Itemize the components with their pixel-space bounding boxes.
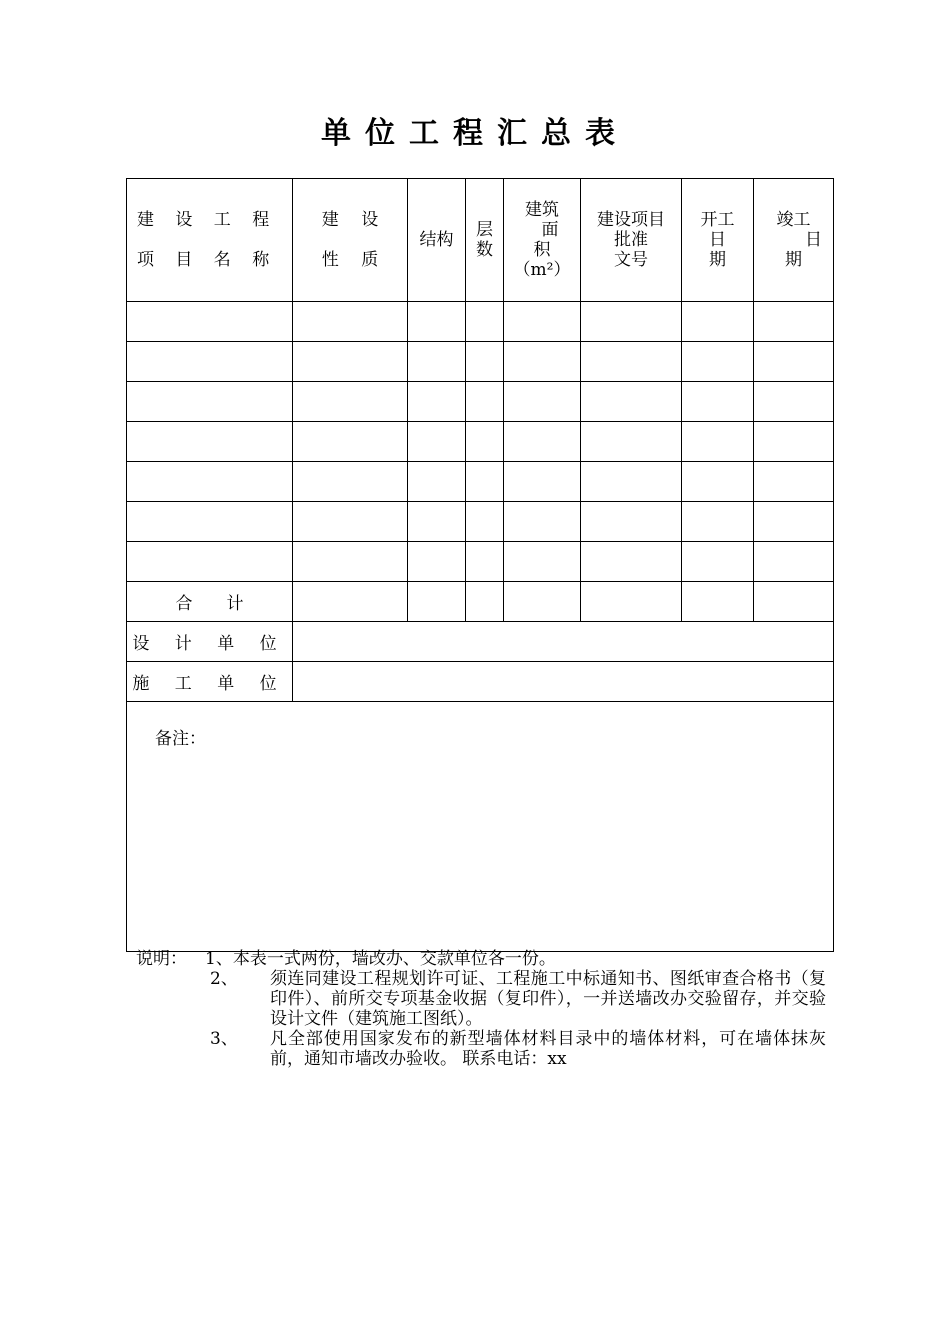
header-start-date: 开工 日 期 (682, 179, 754, 302)
table-row (127, 502, 834, 542)
design-unit-label: 设 计 单 位 (127, 622, 293, 662)
header-construction-nature: 建 设 性 质 (293, 179, 408, 302)
design-unit-field[interactable] (293, 622, 834, 662)
instructions-lead: 说明： (136, 949, 187, 969)
table-row (127, 462, 834, 502)
header-building-area: 建筑 面 积 （m²） (504, 179, 581, 302)
construction-unit-field[interactable] (293, 662, 834, 702)
total-row (127, 582, 834, 622)
table-row (127, 342, 834, 382)
page-title: 单位工程汇总表 (321, 116, 629, 151)
instruction-item-1: 说明： 1、本表一式两份，墙改办、交款单位各一份。 (136, 949, 556, 969)
total-label: 合 计 (127, 582, 293, 622)
instructions (136, 949, 826, 1069)
table-row (127, 302, 834, 342)
header-floors: 层 数 (466, 179, 504, 302)
construction-unit-row (127, 662, 834, 702)
header-project-name: 建 设 工 程 项 目 名 称 (127, 179, 293, 302)
instruction-item-2: 2、 须连同建设工程规划许可证、工程施工中标通知书、图纸审查合格书（复印件）、前所交专项基金收据（复印件），一并送墙改办交验留存，并交验设计文件（建筑施工图纸）。 (210, 969, 826, 1029)
header-approval-number: 建设项目 批准 文号 (581, 179, 682, 302)
header-structure: 结构 (408, 179, 466, 302)
construction-unit-label: 施 工 单 位 (127, 662, 293, 702)
table-row (127, 382, 834, 422)
notes-field[interactable] (127, 702, 834, 952)
instruction-item-3: 3、 凡全部使用国家发布的新型墙体材料目录中的墙体材料，可在墙体抹灰前，通知市墙改办验收。 联系电话：xx (210, 1029, 826, 1069)
notes-row (127, 702, 834, 952)
header-row (127, 179, 834, 302)
table-row (127, 542, 834, 582)
notes-label: 备注： (155, 729, 206, 749)
table-row (127, 422, 834, 462)
summary-table (126, 178, 834, 952)
design-unit-row (127, 622, 834, 662)
header-completion-date: 竣工 日 期 (754, 179, 834, 302)
